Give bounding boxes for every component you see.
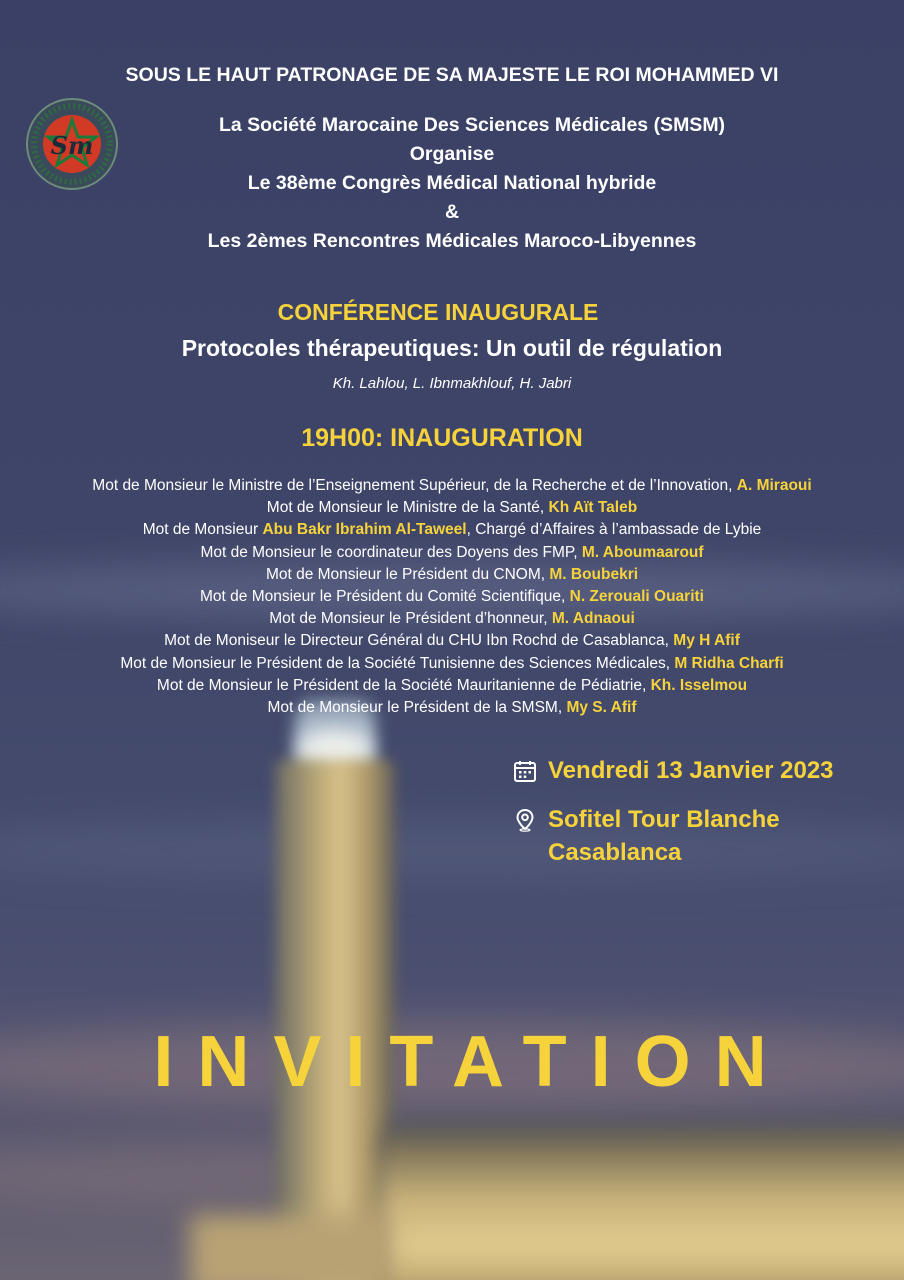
speech-text: Mot de Monsieur le Président du CNOM, [265,565,550,583]
event-venue-line-2: Casablanca [548,839,682,866]
speech-line [0,497,904,519]
speech-line [0,475,904,497]
speech-text: Mot de Moniseur le Directeur Général du CHU Ibn Rochd de Casablanca, [164,632,674,650]
speech-after-text: , Chargé d’Affaires à l’ambassade de Lybie [466,521,762,539]
speech-text: Mot de Monsieur le Président d’honneur, [269,610,552,628]
speaker-name: My S. Afif [566,699,637,717]
speech-line [0,608,904,630]
speech-text: Mot de Monsieur le Président de la Société Tunisienne des Sciences Médicales, [120,654,675,672]
svg-text:Sm: Sm [50,131,94,160]
org-line-2: Organise [409,143,495,165]
conference-authors: Kh. Lahlou, L. Ibnmakhlouf, H. Jabri [332,375,572,392]
speech-text: Mot de Monsieur [142,521,263,539]
speech-list [0,475,904,719]
speaker-name: M. Aboumaarouf [581,543,704,561]
speech-line [0,519,904,541]
speech-text: Mot de Monsieur le Ministre de l’Enseignement Supérieur, de la Recherche et de l’Innovation, [92,477,737,494]
invitation-title: INVITATION [153,1022,791,1102]
inauguration-heading: 19H00: INAUGURATION [301,424,583,452]
speech-line [0,630,904,652]
speech-text: Mot de Monsieur le Président de la Société Mauritanienne de Pédiatrie, [156,676,651,694]
speaker-name: N. Zerouali Ouariti [569,588,704,606]
speaker-name: Kh Aït Taleb [548,499,638,517]
speaker-name: M Ridha Charfi [674,654,784,672]
event-venue-line-1: Sofitel Tour Blanche [548,806,780,833]
speech-line [0,542,904,564]
org-line-3: Le 38ème Congrès Médical National hybride [247,172,657,194]
speech-line [0,675,904,697]
speech-text: Mot de Monsieur le Ministre de la Santé, [266,499,549,517]
conference-title: Protocoles thérapeutiques: Un outil de régulation [181,335,723,361]
speaker-name: M. Adnaoui [551,610,635,628]
calendar-icon [513,759,537,783]
patronage-line: SOUS LE HAUT PATRONAGE DE SA MAJESTE LE ROI MOHAMMED VI [125,64,779,86]
location-pin-icon [513,808,537,832]
speaker-name: A. Miraoui [736,477,812,494]
speech-line [0,586,904,608]
speech-line [0,564,904,586]
speech-text: Mot de Monsieur le Président du Comité Scientifique, [200,588,570,606]
speaker-name: My H Afif [673,632,740,650]
speaker-name: Kh. Isselmou [650,676,748,694]
speech-line [0,653,904,675]
speech-text: Mot de Monsieur le coordinateur des Doyens des FMP, [200,543,582,561]
event-date: Vendredi 13 Janvier 2023 [548,757,834,784]
speaker-name: Abu Bakr Ibrahim Al-Taweel [262,521,467,539]
speech-text: Mot de Monsieur le Président de la SMSM, [267,699,567,717]
org-line-1: La Société Marocaine Des Sciences Médicales (SMSM) [218,114,726,136]
org-line-4: & [444,201,460,223]
conference-heading: CONFÉRENCE INAUGURALE [277,299,599,325]
speaker-name: M. Boubekri [549,565,639,583]
speech-line [0,697,904,719]
org-line-5: Les 2èmes Rencontres Médicales Maroco-Libyennes [207,230,697,252]
